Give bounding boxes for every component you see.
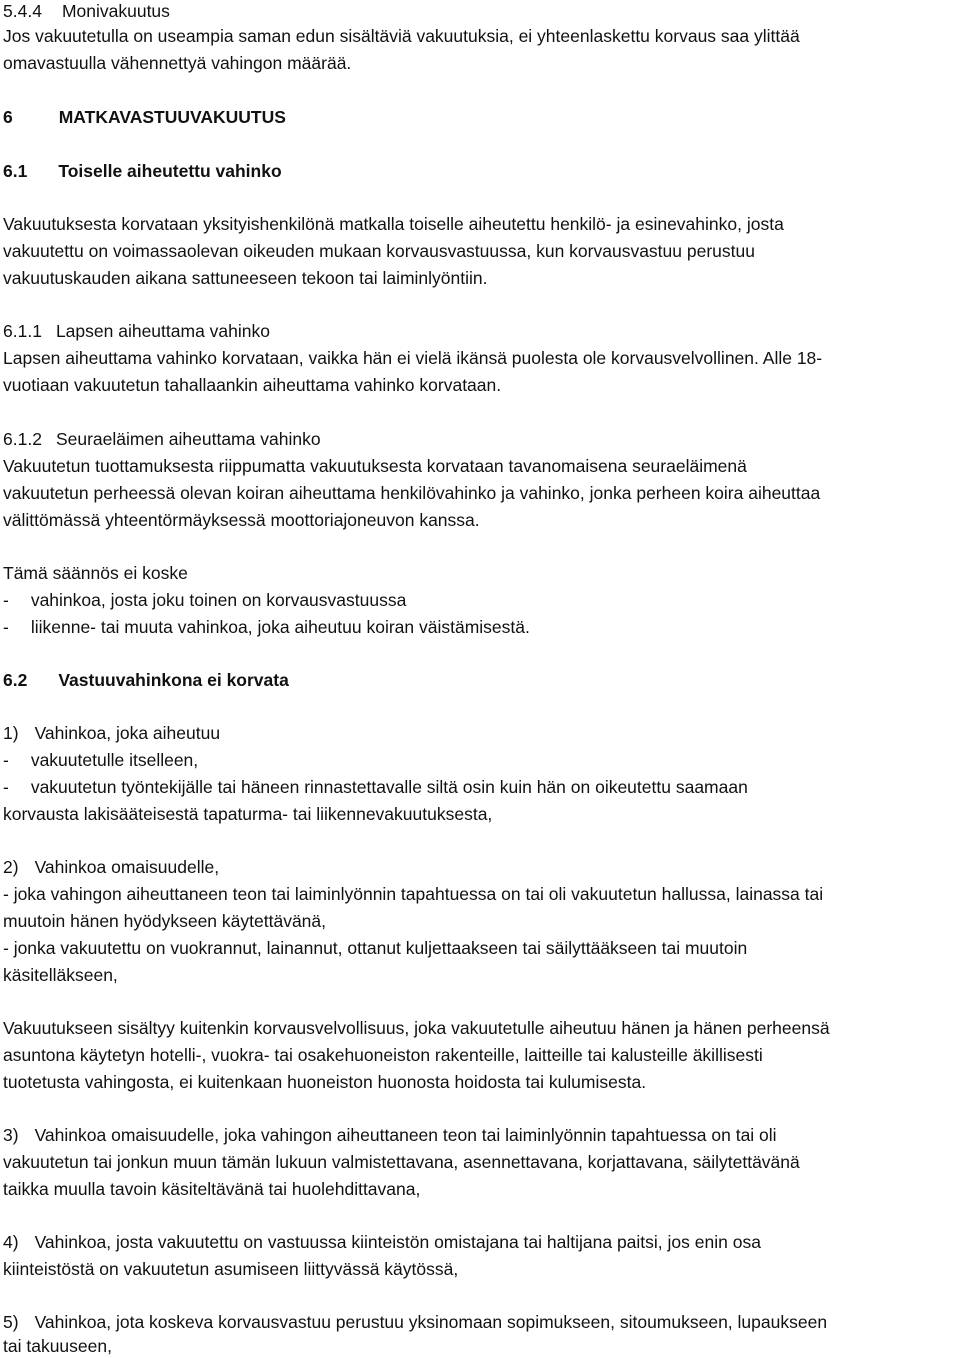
paragraph-line: vakuutetun tai jonkun muun tämän lukuun valmistettavana, asennettavana, korjattavana, säilytettävänä (3, 1152, 800, 1172)
list-item (3, 856, 219, 878)
paragraph-line: vakuutetun perheessä olevan koiran aiheuttama henkilövahinko ja vahinko, jonka perheen koira aiheuttaa (3, 483, 821, 503)
paragraph-line: Lapsen aiheuttama vahinko korvataan, vaikka hän ei vielä ikänsä puolesta ole korvausvelvollinen. Alle 18- (3, 348, 823, 368)
list-item (3, 589, 406, 611)
paragraph-line: omavastuulla vähennettyä vahingon määrää. (3, 53, 352, 73)
paragraph-line: vakuutuskauden aikana sattuneeseen tekoon tai laiminlyöntiin. (3, 268, 488, 288)
section-number: 6.2 (3, 670, 28, 690)
section-number: 5.4.4 (3, 1, 42, 21)
paragraph-line: muutoin hänen hyödykseen käytettävänä, (3, 911, 326, 931)
paragraph-line: tuotetusta vahingosta, ei kuitenkaan huoneiston huonosta hoidosta tai kulumisesta. (3, 1072, 647, 1092)
section-title: Seuraeläimen aiheuttama vahinko (55, 429, 321, 449)
heading-6-1-1 (3, 320, 270, 342)
item-number: 4) (3, 1232, 19, 1252)
paragraph-line: kiinteistöstä on vakuutetun asumiseen liittyvässä käytössä, (3, 1259, 459, 1279)
paragraph-line: Vakuutetun tuottamuksesta riippumatta vakuutuksesta korvataan tavanomaisena seuraeläimenä (3, 456, 747, 476)
heading-6-1 (3, 160, 282, 182)
heading-5-4-4 (3, 0, 170, 22)
paragraph-line: taikka muulla tavoin käsiteltävänä tai huolehdittavana, (3, 1179, 421, 1199)
section-number: 6 (3, 107, 13, 127)
paragraph-line: korvausta lakisääteisestä tapaturma- tai liikennevakuutuksesta, (3, 804, 493, 824)
item-number: 2) (3, 857, 19, 877)
list-item (3, 776, 748, 798)
paragraph-line: välittömässä yhteentörmäyksessä moottoriajoneuvon kanssa. (3, 510, 480, 530)
list-item-text: vahinkoa, josta joku toinen on korvausvastuussa (30, 590, 407, 610)
list-item-text: vakuutetulle itselleen, (30, 750, 199, 770)
paragraph-line: käsitelläkseen, (3, 965, 118, 985)
list-item (3, 1311, 827, 1333)
item-text: Vahinkoa, jota koskeva korvausvastuu perustuu yksinomaan sopimukseen, sitoumukseen, lupaukseen (34, 1312, 828, 1332)
list-item (3, 749, 198, 771)
list-dash: - (3, 777, 9, 797)
paragraph-line: vakuutettu on voimassaolevan oikeuden mukaan korvausvastuussa, kun korvausvastuu perustuu (3, 241, 755, 261)
paragraph-line: vuotiaan vakuutetun tahallaankin aiheuttama vahinko korvataan. (3, 375, 502, 395)
item-text: Vahinkoa omaisuudelle, joka vahingon aiheuttaneen teon tai laiminlyönnin tapahtuessa on tai oli (34, 1125, 777, 1145)
item-text: Vahinkoa omaisuudelle, (34, 857, 220, 877)
section-number: 6.1 (3, 161, 28, 181)
section-title: Monivakuutus (61, 1, 170, 21)
item-number: 3) (3, 1125, 19, 1145)
list-item-text: vakuutetun työntekijälle tai häneen rinnastettavalle siltä osin kuin hän on oikeutettu saamaan (30, 777, 748, 797)
heading-6 (3, 106, 286, 128)
list-item-text: liikenne- tai muuta vahinkoa, joka aiheutuu koiran väistämisestä. (30, 617, 530, 637)
list-dash: - (3, 617, 9, 637)
heading-6-1-2 (3, 428, 321, 450)
paragraph-line: asuntona käytetyn hotelli-, vuokra- tai osakehuoneiston rakenteille, laitteille tai kalusteille äkillisesti (3, 1045, 763, 1065)
list-item (3, 722, 220, 744)
section-title: Toiselle aiheutettu vahinko (58, 161, 282, 181)
list-dash: - (3, 750, 9, 770)
section-number: 6.1.1 (3, 321, 42, 341)
item-text: Vahinkoa, josta vakuutettu on vastuussa kiinteistön omistajana tai haltijana paitsi, jos enin osa (34, 1232, 761, 1252)
heading-6-2 (3, 669, 289, 691)
paragraph-line: tai takuuseen, (3, 1336, 112, 1356)
paragraph-line: - jonka vakuutettu on vuokrannut, lainannut, ottanut kuljettaakseen tai säilyttääkseen tai muutoin (3, 938, 748, 958)
paragraph-line: - joka vahingon aiheuttaneen teon tai laiminlyönnin tapahtuessa on tai oli vakuutetun hallussa, lainassa tai (3, 884, 824, 904)
section-number: 6.1.2 (3, 429, 42, 449)
exception-intro: Tämä säännös ei koske (3, 563, 188, 583)
paragraph-line: Vakuutuksesta korvataan yksityishenkilönä matkalla toiselle aiheutettu henkilö- ja esinevahinko, josta (3, 214, 784, 234)
paragraph-line: Vakuutukseen sisältyy kuitenkin korvausvelvollisuus, joka vakuutetulle aiheutuu hänen ja hänen perheensä (3, 1018, 830, 1038)
list-item (3, 616, 530, 638)
section-title: MATKAVASTUUVAKUUTUS (58, 107, 286, 127)
list-item (3, 1231, 761, 1253)
paragraph-line: Jos vakuutetulla on useampia saman edun sisältäviä vakuutuksia, ei yhteenlaskettu korvaus saa ylittää (3, 26, 800, 46)
list-dash: - (3, 590, 9, 610)
item-number: 1) (3, 723, 19, 743)
section-title: Lapsen aiheuttama vahinko (55, 321, 270, 341)
item-text: Vahinkoa, joka aiheutuu (34, 723, 221, 743)
item-number: 5) (3, 1312, 19, 1332)
section-title: Vastuuvahinkona ei korvata (58, 670, 289, 690)
list-item (3, 1124, 777, 1146)
